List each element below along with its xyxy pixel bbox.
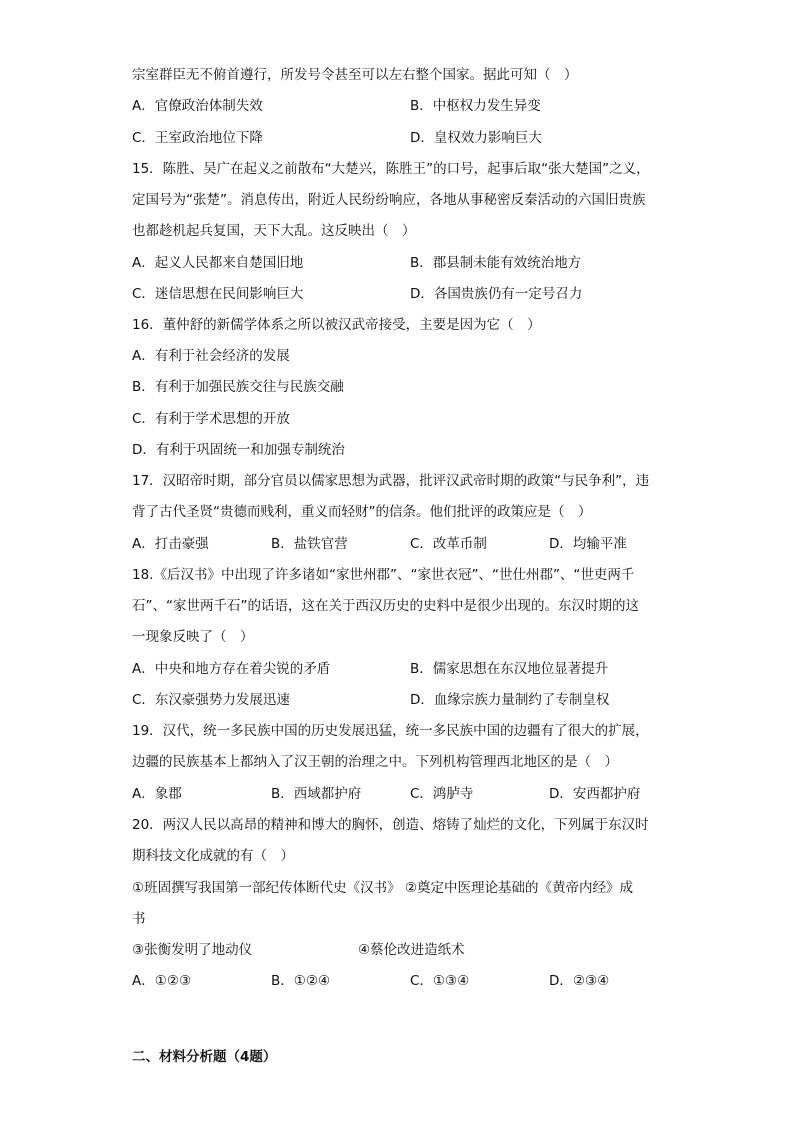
q15-option-d: D．各国贵族仍有一定号召力 <box>410 286 583 302</box>
section-heading: 二、材料分析题（4题） <box>132 1049 277 1065</box>
q19-option-c: C．鸿胪寺 <box>410 786 474 802</box>
q18-stem-line-3: 一现象反映了（ ） <box>132 629 254 645</box>
q19-option-d: D．安西都护府 <box>549 786 641 802</box>
q15-option-b: B．郡县制未能有效统治地方 <box>410 255 582 271</box>
q14-option-a: A．官僚政治体制失效 <box>132 98 263 114</box>
q16-option-b: B．有利于加强民族交往与民族交融 <box>132 379 344 395</box>
q18-option-a: A．中央和地方存在着尖锐的矛盾 <box>132 661 331 677</box>
q17-option-a: A．打击豪强 <box>132 536 209 552</box>
q17-stem-line-1: 17．汉昭帝时期，部分官员以儒家思想为武器，批评汉武帝时期的政策“与民争利”，违 <box>132 473 650 489</box>
q16-option-a: A．有利于社会经济的发展 <box>132 348 290 364</box>
q20-stem-line-1: 20．两汉人民以高昂的精神和博大的胸怀，创造、熔铸了灿烂的文化，下列属于东汉时 <box>132 817 649 833</box>
q20-option-b: B．①②④ <box>271 973 331 989</box>
q20-item-line-1: ①班固撰写我国第一部纪传体断代史《汉书》 ②奠定中医理论基础的《黄帝内经》成 <box>132 880 633 896</box>
q16-option-d: D．有利于巩固统一和加强专制统治 <box>132 442 345 458</box>
q20-stem-line-2: 期科技文化成就的有（ ） <box>132 848 294 864</box>
q19-stem-line-2: 边疆的民族基本上都纳入了汉王朝的治理之中。下列机构管理西北地区的是（ ） <box>132 754 618 770</box>
q17-option-d: D．均输平准 <box>549 536 627 552</box>
q18-option-d: D．血缘宗族力量制约了专制皇权 <box>410 692 610 708</box>
q16-option-c: C．有利于学术思想的开放 <box>132 411 290 427</box>
q14-option-c: C．王室政治地位下降 <box>132 130 263 146</box>
q15-option-a: A．起义人民都来自楚国旧地 <box>132 255 304 271</box>
q15-option-c: C．迷信思想在民间影响巨大 <box>132 286 304 302</box>
q19-option-b: B．西域都护府 <box>271 786 362 802</box>
q14-stem-tail: 宗室群臣无不俯首遵行，所发号令甚至可以左右整个国家。据此可知（ ） <box>132 67 578 83</box>
q20-option-d: D．②③④ <box>549 973 610 989</box>
q20-item-line-2: 书 <box>132 911 146 927</box>
q18-stem-line-1: 18.《后汉书》中出现了许多诸如“家世州郡”、“家世衣冠”、“世仕州郡”、“世吏两千 <box>132 567 635 583</box>
q18-option-b: B．儒家思想在东汉地位显著提升 <box>410 661 609 677</box>
q15-stem-line-2: 定国号为“张楚”。消息传出，附近人民纷纷响应，各地从事秘密反秦活动的六国旧贵族 <box>132 192 646 208</box>
q18-stem-line-2: 石”、“家世两千石”的话语，这在关于西汉历史的史料中是很少出现的。东汉时期的这 <box>132 598 639 614</box>
q19-stem-line-1: 19．汉代，统一多民族中国的历史发展迅猛，统一多民族中国的边疆有了很大的扩展， <box>132 723 649 739</box>
q18-option-c: C．东汉豪强势力发展迅速 <box>132 692 290 708</box>
q17-option-c: C．改革币制 <box>410 536 487 552</box>
q20-option-a: A．①②③ <box>132 973 192 989</box>
q15-stem-line-3: 也都趁机起兵复国，天下大乱。这反映出（ ） <box>132 223 416 239</box>
q20-item-3: ③张衡发明了地动仪 <box>132 942 253 958</box>
q14-option-d: D．皇权效力影响巨大 <box>410 130 542 146</box>
q16-stem: 16．董仲舒的新儒学体系之所以被汉武帝接受，主要是因为它（ ） <box>132 317 541 333</box>
q17-stem-line-2: 背了古代圣贤“贵德而贱利，重义而轻财”的信条。他们批评的政策应是（ ） <box>132 504 592 520</box>
q17-option-b: B．盐铁官营 <box>271 536 348 552</box>
q15-stem-line-1: 15．陈胜、吴广在起义之前散布“大楚兴，陈胜王”的口号，起事后取“张大楚国”之义， <box>132 161 650 177</box>
q20-option-c: C．①③④ <box>410 973 470 989</box>
q20-item-4: ④蔡伦改进造纸术 <box>358 942 465 958</box>
q19-option-a: A．象郡 <box>132 786 182 802</box>
q14-option-b: B．中枢权力发生异变 <box>410 98 541 114</box>
